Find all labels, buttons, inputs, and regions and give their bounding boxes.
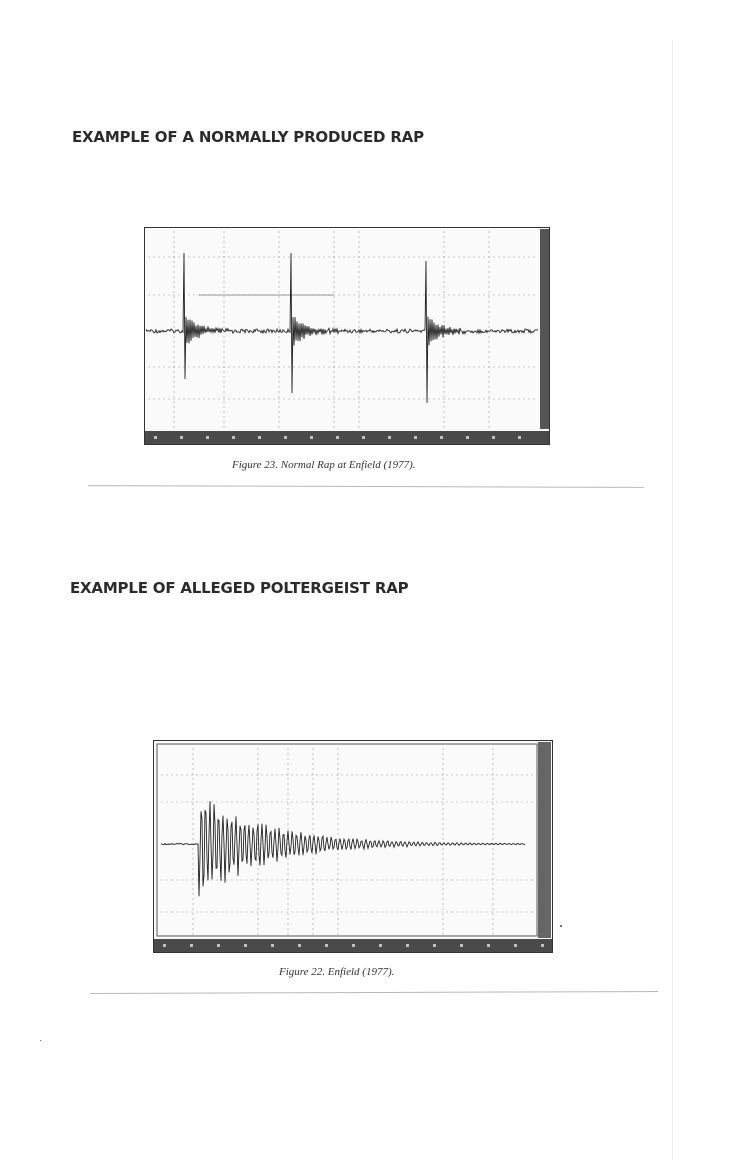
time-scale-bar — [145, 431, 549, 444]
figure-poltergeist-rap-waveform — [153, 740, 553, 953]
page-edge-shadow — [672, 40, 673, 1160]
section-heading-poltergeist-rap: EXAMPLE OF ALLEGED POLTERGEIST RAP — [70, 579, 409, 597]
scale-tick — [163, 944, 166, 947]
scale-tick — [206, 436, 209, 439]
figure-normal-rap-waveform — [144, 227, 550, 445]
scale-tick — [190, 944, 193, 947]
scale-tick — [325, 944, 328, 947]
scale-tick — [271, 944, 274, 947]
scale-tick — [388, 436, 391, 439]
scale-tick — [487, 944, 490, 947]
divider-line — [90, 991, 658, 994]
scan-speck — [40, 1040, 41, 1041]
scan-speck — [560, 925, 562, 927]
scale-tick — [414, 436, 417, 439]
waveform-plot-normal — [144, 227, 550, 445]
scale-tick — [466, 436, 469, 439]
scale-tick — [284, 436, 287, 439]
divider-line — [88, 485, 644, 488]
scale-tick — [541, 944, 544, 947]
scale-tick — [154, 436, 157, 439]
section-heading-normal-rap: EXAMPLE OF A NORMALLY PRODUCED RAP — [72, 128, 424, 146]
amplitude-scale-bar — [540, 229, 549, 429]
scale-tick — [433, 944, 436, 947]
scale-tick — [492, 436, 495, 439]
amplitude-scale-bar — [538, 742, 551, 938]
scale-tick — [460, 944, 463, 947]
scale-tick — [336, 436, 339, 439]
scale-tick — [518, 436, 521, 439]
scale-tick — [440, 436, 443, 439]
scale-tick — [379, 944, 382, 947]
waveform-plot-poltergeist — [153, 740, 553, 953]
scale-tick — [258, 436, 261, 439]
scale-tick — [514, 944, 517, 947]
figure-caption-poltergeist-rap: Figure 22. Enfield (1977). — [279, 966, 395, 978]
scale-tick — [244, 944, 247, 947]
scale-tick — [217, 944, 220, 947]
scale-tick — [352, 944, 355, 947]
scale-tick — [298, 944, 301, 947]
scale-tick — [180, 436, 183, 439]
scale-tick — [310, 436, 313, 439]
scale-tick — [232, 436, 235, 439]
scale-tick — [362, 436, 365, 439]
scale-tick — [406, 944, 409, 947]
figure-caption-normal-rap: Figure 23. Normal Rap at Enfield (1977). — [232, 459, 416, 471]
